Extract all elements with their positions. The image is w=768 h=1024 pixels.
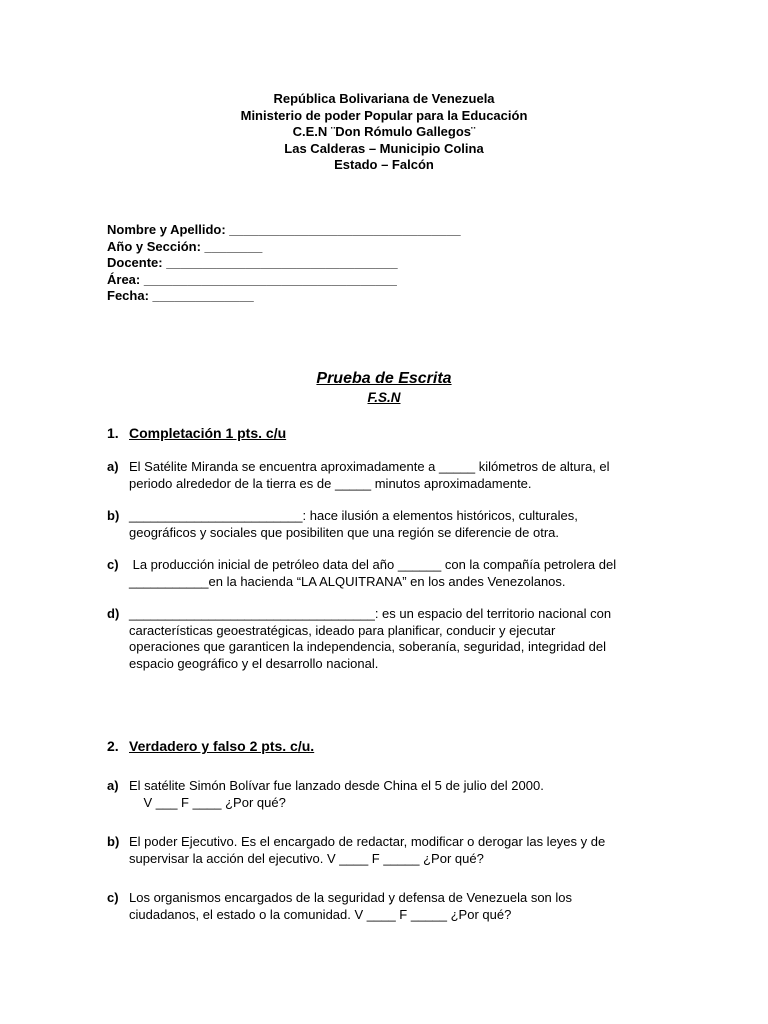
student-fields	[107, 222, 461, 305]
item-text-line: ___________en la hacienda “LA ALQUITRANA” en los andes Venezolanos.	[129, 573, 566, 589]
item-text-line: periodo alrededor de la tierra es de _____ minutos aproximadamente.	[129, 475, 532, 491]
item-text-line: Los organismos encargados de la seguridad y defensa de Venezuela son los	[129, 890, 573, 905]
field-area: Área: ___________________________________	[107, 271, 397, 287]
item-letter: a)	[107, 459, 119, 474]
item-letter: a)	[107, 778, 119, 793]
item-text-line: __________________________________: es un espacio del territorio nacional con	[129, 606, 612, 621]
item-text-line: La producción inicial de petróleo data del año ______ con la compañía petrolera del	[129, 557, 617, 572]
item-text-line: V ___ F ____ ¿Por qué?	[129, 794, 286, 810]
item-text-line: ________________________: hace ilusión a elementos históricos, culturales,	[129, 508, 578, 523]
field-fecha: Fecha: ______________	[107, 288, 254, 303]
exam-title: Prueba de Escrita	[316, 370, 452, 387]
field-nombre: Nombre y Apellido: ________________________________	[107, 222, 461, 237]
item-text-line: operaciones que garanticen la independencia, soberanía, seguridad, integridad del	[129, 639, 607, 654]
exam-subtitle: F.S.N	[367, 390, 401, 405]
section-1-item-c	[107, 557, 652, 590]
section-2-item-a	[107, 778, 652, 811]
item-letter: b)	[107, 834, 120, 849]
header-line-school: C.E.N ¨Don Rómulo Gallegos¨	[292, 124, 476, 139]
item-text-line: supervisar la acción del ejecutivo. V ____ F _____ ¿Por qué?	[129, 850, 484, 866]
header-line-ministry: Ministerio de poder Popular para la Educación	[240, 107, 528, 123]
document-header	[0, 91, 768, 174]
section-1-item-b	[107, 508, 652, 541]
section-1-number: 1.	[107, 425, 119, 441]
item-text-line: geográficos y sociales que posibiliten que una región se diferencie de otra.	[129, 524, 559, 540]
field-docente: Docente: ________________________________	[107, 255, 398, 270]
item-letter: d)	[107, 606, 120, 621]
header-line-location: Las Calderas – Municipio Colina	[284, 140, 484, 156]
section-2-label: Verdadero y falso 2 pts. c/u.	[129, 738, 315, 754]
section-1-label: Completación 1 pts. c/u	[129, 425, 287, 441]
item-letter: c)	[107, 890, 119, 905]
item-text-line: espacio geográfico y el desarrollo nacional.	[129, 655, 379, 671]
section-2-number: 2.	[107, 738, 119, 754]
item-letter: c)	[107, 557, 119, 572]
item-text-line: El satélite Simón Bolívar fue lanzado desde China el 5 de julio del 2000.	[129, 778, 544, 793]
section-2-item-b	[107, 834, 652, 867]
section-1-heading	[107, 425, 286, 441]
header-line-republic: República Bolivariana de Venezuela	[273, 91, 495, 106]
section-2-item-c	[107, 890, 652, 923]
section-1-item-a	[107, 459, 652, 492]
item-text-line: ciudadanos, el estado o la comunidad. V ____ F _____ ¿Por qué?	[129, 906, 512, 922]
header-line-state: Estado – Falcón	[334, 157, 434, 172]
section-2-heading	[107, 738, 314, 754]
item-text-line: características geoestratégicas, ideado para planificar, conducir y ejecutar	[129, 622, 556, 638]
section-1-item-d	[107, 606, 652, 672]
item-letter: b)	[107, 508, 120, 523]
field-anio-seccion: Año y Sección: ________	[107, 238, 263, 254]
item-text-line: El Satélite Miranda se encuentra aproximadamente a _____ kilómetros de altura, el	[129, 459, 610, 474]
item-text-line: El poder Ejecutivo. Es el encargado de redactar, modificar o derogar las leyes y de	[129, 834, 606, 849]
